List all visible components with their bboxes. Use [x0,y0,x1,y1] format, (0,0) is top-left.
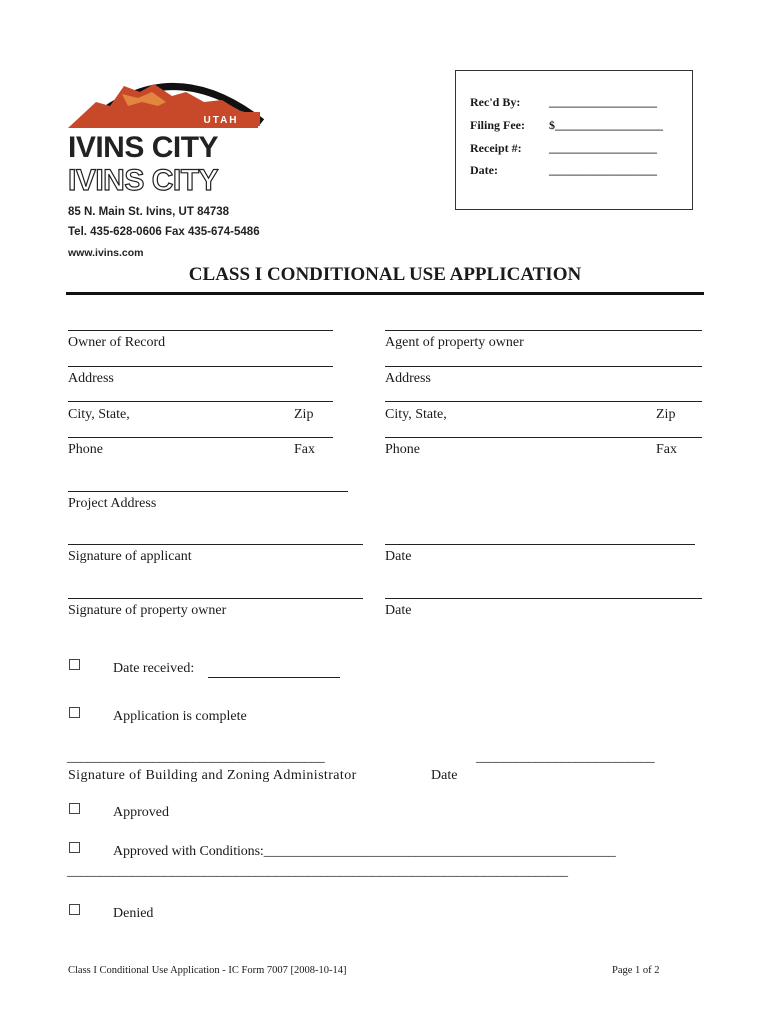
filing-fee-field[interactable]: $__________________ [549,118,663,132]
agent-phone-label: Phone [385,442,420,457]
owner-address-label: Address [68,371,114,386]
agent-address-line[interactable] [385,366,702,367]
denied-label: Denied [113,906,154,921]
owner-zip-label: Zip [294,407,314,422]
applicant-date-label: Date [385,549,412,564]
title-rule [66,292,704,295]
filing-fee-label: Filing Fee: [470,118,525,132]
city-website: www.ivins.com [68,247,144,259]
agent-label: Agent of property owner [385,335,524,350]
owner-signature-line[interactable] [68,598,363,599]
owner-city-label: City, State, [68,407,130,422]
admin-signature-label: Signature of Building and Zoning Administrator [68,768,357,783]
agent-phone-line[interactable] [385,437,702,438]
owner-phone-line[interactable] [68,437,333,438]
applicant-signature-line[interactable] [68,544,363,545]
recd-by-label: Rec'd By: [470,95,521,109]
denied-checkbox[interactable] [69,904,80,915]
owner-date-label: Date [385,603,412,618]
application-complete-checkbox[interactable] [69,707,80,718]
approved-checkbox[interactable] [69,803,80,814]
project-address-line[interactable] [68,491,348,492]
footer-form-id: Class I Conditional Use Application - IC Form 7007 [2008-10-14] [68,965,347,976]
owner-date-line[interactable] [385,598,702,599]
date-received-checkbox[interactable] [69,659,80,670]
receipt-label: Receipt #: [470,141,522,155]
date-label: Date: [470,163,498,177]
footer-page-number: Page 1 of 2 [612,965,660,976]
agent-fax-label: Fax [656,442,677,457]
project-address-label: Project Address [68,496,157,511]
applicant-date-line[interactable] [385,544,695,545]
owner-signature-label: Signature of property owner [68,603,227,618]
agent-city-label: City, State, [385,407,447,422]
approved-with-conditions-checkbox[interactable] [69,842,80,853]
approved-label: Approved [113,805,169,820]
admin-signature-line[interactable]: _______________________________________ [67,750,325,765]
owner-of-record-label: Owner of Record [68,335,166,350]
owner-address-line[interactable] [68,366,333,367]
owner-of-record-line[interactable] [68,330,333,331]
city-name-outline: IVINS CITY [68,164,219,197]
agent-zip-label: Zip [656,407,676,422]
date-received-label: Date received: [113,661,195,676]
applicant-signature-label: Signature of applicant [68,549,192,564]
conditions-line[interactable]: _____________________________________________________________________________ [67,864,568,879]
city-name: IVINS CITY [68,131,219,164]
mountain-logo-icon [62,62,292,132]
agent-line[interactable] [385,330,702,331]
city-phones: Tel. 435-628-0606 Fax 435-674-5486 [68,226,260,238]
approved-with-conditions-label[interactable]: Approved with Conditions:___________________________________________________ [113,844,616,859]
application-complete-label: Application is complete [113,709,247,724]
recd-by-field[interactable]: __________________ [549,95,657,109]
date-received-line[interactable] [208,677,340,678]
admin-date-line[interactable]: ___________________________ [476,750,655,765]
page-title: CLASS I CONDITIONAL USE APPLICATION [188,264,582,285]
owner-phone-label: Phone [68,442,103,457]
agent-city-line[interactable] [385,401,702,402]
logo-state-text: UTAH [203,115,239,126]
owner-fax-label: Fax [294,442,315,457]
office-use-box [455,70,693,210]
receipt-field[interactable]: __________________ [549,141,657,155]
admin-date-label: Date [431,768,458,783]
city-address: 85 N. Main St. Ivins, UT 84738 [68,206,230,218]
date-field[interactable]: __________________ [549,163,657,177]
agent-address-label: Address [385,371,431,386]
owner-city-line[interactable] [68,401,333,402]
